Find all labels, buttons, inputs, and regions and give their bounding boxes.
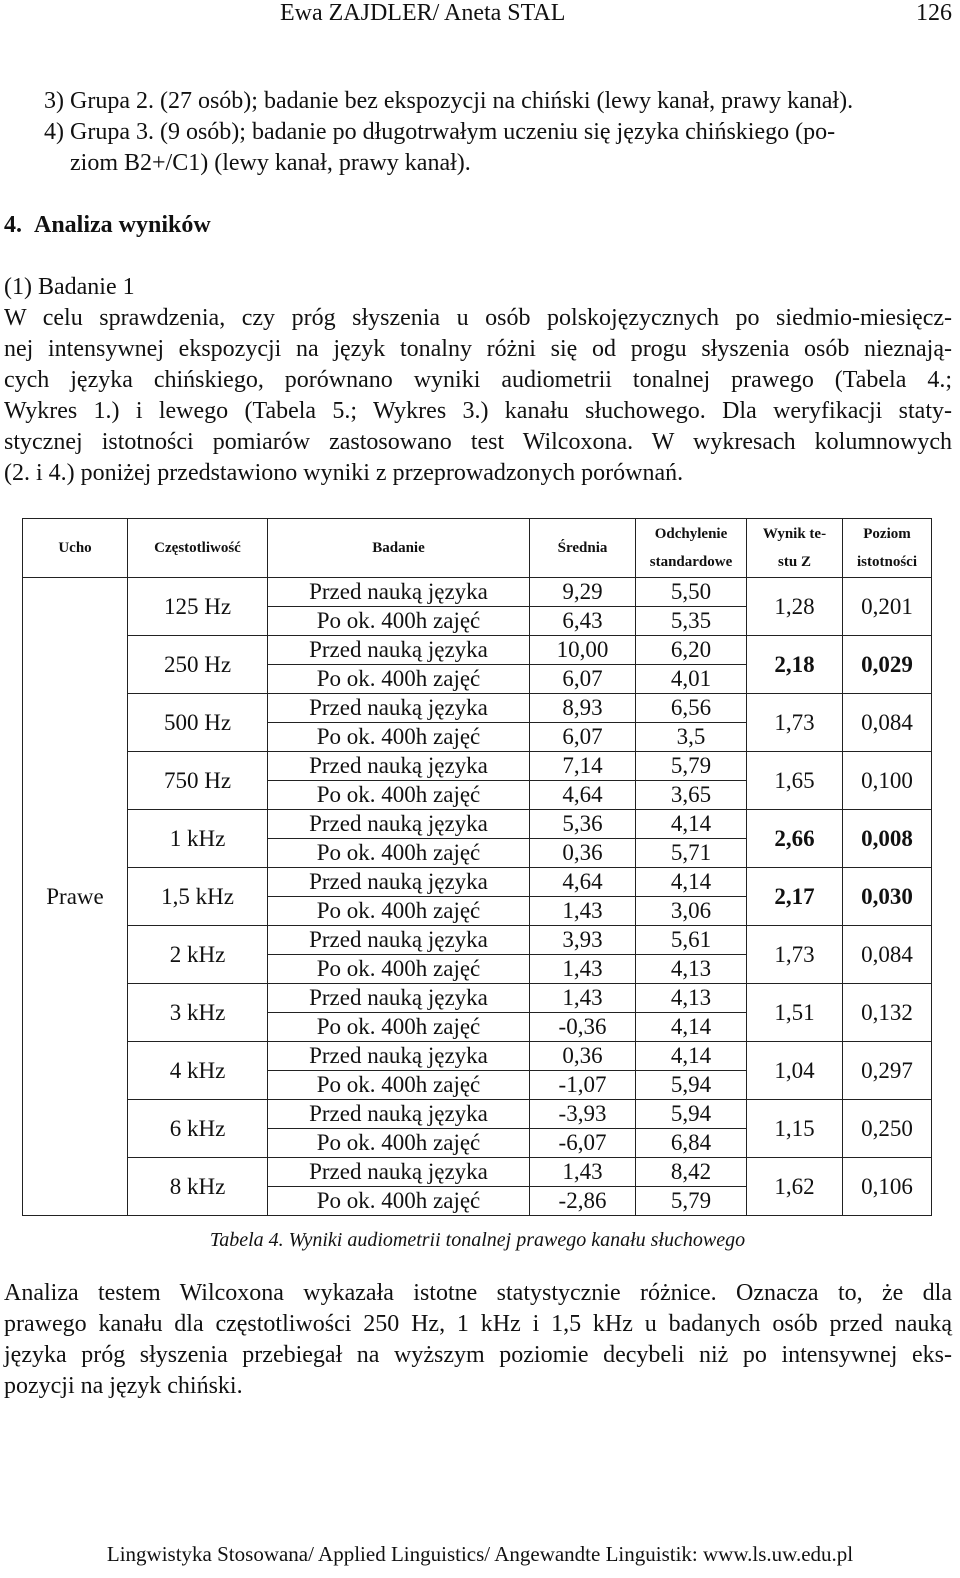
paragraph-2: [4, 1278, 952, 1402]
z-cell: 2,18: [747, 636, 843, 694]
sd-cell: 5,50: [636, 578, 747, 607]
sd-cell: 5,61: [636, 926, 747, 955]
test-cell: Przed nauką języka: [268, 752, 530, 781]
header-z-line: Wynik te-: [762, 526, 827, 542]
header-sd: [636, 519, 747, 578]
list-item: 3) Grupa 2. (27 osób); badanie bez ekspozycji na chiński (lewy kanał, prawy kanał).: [44, 88, 854, 114]
section-number: 4.: [4, 212, 22, 238]
p-cell: 0,030: [843, 868, 932, 926]
mean-cell: 6,43: [530, 607, 636, 636]
test-cell: Po ok. 400h zajęć: [268, 723, 530, 752]
header-z: [747, 519, 843, 578]
z-cell: 1,73: [747, 926, 843, 984]
table-row: [23, 1042, 932, 1071]
table-row: [23, 1158, 932, 1187]
table-row: [23, 1100, 932, 1129]
test-cell: Przed nauką języka: [268, 984, 530, 1013]
test-cell: Po ok. 400h zajęć: [268, 665, 530, 694]
mean-cell: 0,36: [530, 839, 636, 868]
test-cell: Przed nauką języka: [268, 694, 530, 723]
test-cell: Po ok. 400h zajęć: [268, 897, 530, 926]
header-test: Badanie: [268, 519, 530, 578]
frequency-cell: 6 kHz: [128, 1100, 268, 1158]
sd-cell: 3,65: [636, 781, 747, 810]
paragraph-line: języka próg słyszenia przebiegał na wyższym poziomie decybeli niż po intensywnej eks-: [4, 1342, 952, 1368]
table-row: [23, 636, 932, 665]
p-cell: 0,132: [843, 984, 932, 1042]
list-item-continuation: ziom B2+/C1) (lewy kanał, prawy kanał).: [70, 150, 471, 176]
sd-cell: 6,20: [636, 636, 747, 665]
z-cell: 1,65: [747, 752, 843, 810]
p-cell: 0,100: [843, 752, 932, 810]
p-cell: 0,084: [843, 694, 932, 752]
mean-cell: -6,07: [530, 1129, 636, 1158]
header-sd-line: Odchylenie: [654, 526, 728, 542]
paragraph-line: nej intensywnej ekspozycji na język tonalny różni się od progu słyszenia osób nieznają-: [4, 336, 952, 362]
mean-cell: 1,43: [530, 955, 636, 984]
sd-cell: 3,5: [636, 723, 747, 752]
table-row: [23, 752, 932, 781]
paragraph-line: stycznej istotności pomiarów zastosowano test Wilcoxona. W wykresach kolumnowych: [4, 429, 952, 455]
mean-cell: 1,43: [530, 984, 636, 1013]
table-row: [23, 984, 932, 1013]
sd-cell: 3,06: [636, 897, 747, 926]
mean-cell: 7,14: [530, 752, 636, 781]
z-cell: 1,15: [747, 1100, 843, 1158]
p-cell: 0,297: [843, 1042, 932, 1100]
z-cell: 1,28: [747, 578, 843, 636]
sd-cell: 4,01: [636, 665, 747, 694]
subsection-label: (1) Badanie 1: [4, 274, 135, 300]
mean-cell: -2,86: [530, 1187, 636, 1216]
section-title: Analiza wyników: [34, 212, 211, 238]
frequency-cell: 2 kHz: [128, 926, 268, 984]
mean-cell: 6,07: [530, 723, 636, 752]
sd-cell: 6,56: [636, 694, 747, 723]
sd-cell: 4,14: [636, 868, 747, 897]
mean-cell: 1,43: [530, 1158, 636, 1187]
sd-cell: 8,42: [636, 1158, 747, 1187]
paragraph-line: W celu sprawdzenia, czy próg słyszenia u osób polskojęzycznych po siedmio-miesięcz-: [4, 305, 952, 331]
test-cell: Przed nauką języka: [268, 636, 530, 665]
table-row: [23, 926, 932, 955]
header-p: [843, 519, 932, 578]
test-cell: Po ok. 400h zajęć: [268, 1071, 530, 1100]
test-cell: Przed nauką języka: [268, 1158, 530, 1187]
section-heading: [4, 212, 211, 239]
mean-cell: 3,93: [530, 926, 636, 955]
mean-cell: 0,36: [530, 1042, 636, 1071]
z-cell: 1,62: [747, 1158, 843, 1216]
table-row: [23, 578, 932, 607]
test-cell: Po ok. 400h zajęć: [268, 781, 530, 810]
p-cell: 0,250: [843, 1100, 932, 1158]
frequency-cell: 3 kHz: [128, 984, 268, 1042]
frequency-cell: 750 Hz: [128, 752, 268, 810]
frequency-cell: 1,5 kHz: [128, 868, 268, 926]
test-cell: Po ok. 400h zajęć: [268, 1013, 530, 1042]
sd-cell: 4,13: [636, 984, 747, 1013]
table-header-row: [23, 519, 932, 578]
list-item: 4) Grupa 3. (9 osób); badanie po długotrwałym uczeniu się języka chińskiego (po-: [44, 119, 836, 145]
results-table: [22, 518, 932, 1216]
mean-cell: 4,64: [530, 868, 636, 897]
page-number: 126: [916, 0, 952, 26]
header-sd-line: standardowe: [649, 554, 733, 570]
test-cell: Przed nauką języka: [268, 868, 530, 897]
test-cell: Przed nauką języka: [268, 1100, 530, 1129]
sd-cell: 4,14: [636, 1013, 747, 1042]
test-cell: Przed nauką języka: [268, 810, 530, 839]
mean-cell: 1,43: [530, 897, 636, 926]
sd-cell: 5,71: [636, 839, 747, 868]
p-cell: 0,008: [843, 810, 932, 868]
test-cell: Przed nauką języka: [268, 578, 530, 607]
running-head-author: Ewa ZAJDLER/ Aneta STAL: [280, 0, 566, 26]
p-cell: 0,201: [843, 578, 932, 636]
paragraph-line: Analiza testem Wilcoxona wykazała istotne statystycznie różnice. Oznacza to, że dla: [4, 1280, 952, 1306]
frequency-cell: 125 Hz: [128, 578, 268, 636]
table-row: [23, 868, 932, 897]
sd-cell: 5,94: [636, 1100, 747, 1129]
p-cell: 0,106: [843, 1158, 932, 1216]
mean-cell: -0,36: [530, 1013, 636, 1042]
table-row: [23, 810, 932, 839]
page-footer: Lingwistyka Stosowana/ Applied Linguistics/ Angewandte Linguistik: www.ls.uw.edu.pl: [106, 1542, 854, 1566]
paragraph-line: prawego kanału dla częstotliwości 250 Hz, 1 kHz i 1,5 kHz u badanych osób przed nauką: [4, 1311, 952, 1337]
mean-cell: 6,07: [530, 665, 636, 694]
table-body: [23, 578, 932, 1216]
z-cell: 1,73: [747, 694, 843, 752]
z-cell: 2,66: [747, 810, 843, 868]
header-p-line: istotności: [857, 554, 917, 570]
header-p-line: Poziom: [863, 526, 911, 542]
paragraph-line: (2. i 4.) poniżej przedstawiono wyniki z przeprowadzonych porównań.: [4, 460, 684, 486]
p-cell: 0,029: [843, 636, 932, 694]
ear-cell: Prawe: [23, 578, 128, 1216]
mean-cell: 5,36: [530, 810, 636, 839]
paragraph-line: Wykres 1.) i lewego (Tabela 5.; Wykres 3.) kanału słuchowego. Dla weryfikacji staty-: [4, 398, 952, 424]
test-cell: Po ok. 400h zajęć: [268, 1187, 530, 1216]
header-frequency: Częstotliwość: [128, 519, 268, 578]
frequency-cell: 4 kHz: [128, 1042, 268, 1100]
table-caption: Tabela 4. Wyniki audiometrii tonalnej prawego kanału słuchowego: [209, 1229, 746, 1251]
running-head: [0, 0, 960, 30]
mean-cell: 10,00: [530, 636, 636, 665]
z-cell: 1,51: [747, 984, 843, 1042]
frequency-cell: 250 Hz: [128, 636, 268, 694]
mean-cell: 4,64: [530, 781, 636, 810]
sd-cell: 5,79: [636, 1187, 747, 1216]
sd-cell: 5,94: [636, 1071, 747, 1100]
frequency-cell: 1 kHz: [128, 810, 268, 868]
paragraph-line: cych języka chińskiego, porównano wyniki audiometrii tonalnej prawego (Tabela 4.;: [4, 367, 952, 393]
frequency-cell: 500 Hz: [128, 694, 268, 752]
paragraph-line: pozycji na język chiński.: [4, 1373, 243, 1399]
test-cell: Po ok. 400h zajęć: [268, 1129, 530, 1158]
group-list: [44, 86, 944, 179]
header-ear: Ucho: [23, 519, 128, 578]
header-mean: Średnia: [530, 519, 636, 578]
test-cell: Po ok. 400h zajęć: [268, 955, 530, 984]
mean-cell: 9,29: [530, 578, 636, 607]
p-cell: 0,084: [843, 926, 932, 984]
paragraph-1: [4, 272, 952, 489]
table-row: [23, 694, 932, 723]
test-cell: Przed nauką języka: [268, 1042, 530, 1071]
mean-cell: -1,07: [530, 1071, 636, 1100]
sd-cell: 5,79: [636, 752, 747, 781]
sd-cell: 4,13: [636, 955, 747, 984]
sd-cell: 4,14: [636, 1042, 747, 1071]
z-cell: 2,17: [747, 868, 843, 926]
test-cell: Po ok. 400h zajęć: [268, 607, 530, 636]
test-cell: Po ok. 400h zajęć: [268, 839, 530, 868]
sd-cell: 5,35: [636, 607, 747, 636]
mean-cell: 8,93: [530, 694, 636, 723]
frequency-cell: 8 kHz: [128, 1158, 268, 1216]
header-z-line: stu Z: [778, 554, 811, 570]
sd-cell: 6,84: [636, 1129, 747, 1158]
test-cell: Przed nauką języka: [268, 926, 530, 955]
z-cell: 1,04: [747, 1042, 843, 1100]
sd-cell: 4,14: [636, 810, 747, 839]
mean-cell: -3,93: [530, 1100, 636, 1129]
